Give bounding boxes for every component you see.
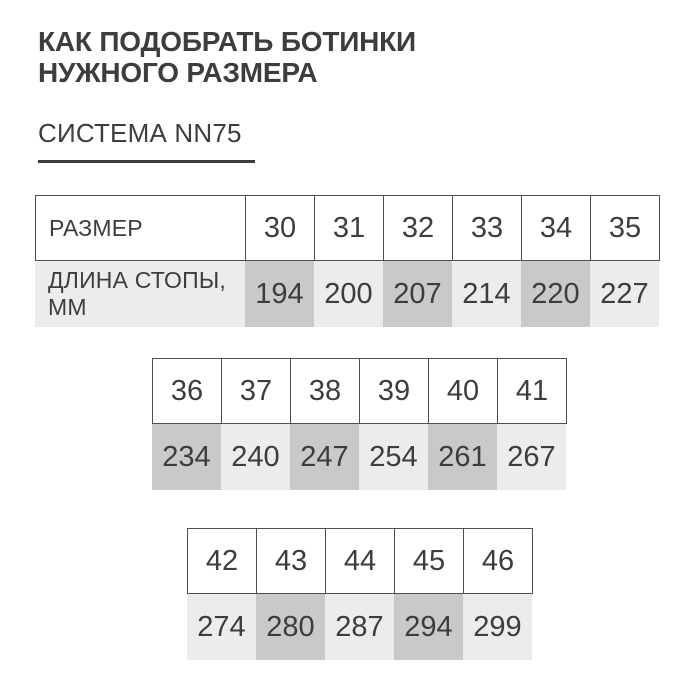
foot-length-cell: 254 <box>359 424 428 490</box>
subtitle-system-nn75: СИСТЕМА NN75 <box>38 118 242 148</box>
size-cell: 37 <box>221 358 291 424</box>
foot-length-cell: 261 <box>428 424 497 490</box>
size-table-36-41 <box>152 358 567 490</box>
page-title-line2: НУЖНОГО РАЗМЕРА <box>38 57 318 88</box>
foot-length-cell: 247 <box>290 424 359 490</box>
size-cell: 30 <box>245 195 315 261</box>
subtitle-underline <box>38 160 255 163</box>
size-cell: 41 <box>497 358 567 424</box>
size-header-row <box>35 195 660 261</box>
size-cell: 34 <box>521 195 591 261</box>
foot-length-cell: 214 <box>452 261 521 327</box>
page-title <box>38 26 416 88</box>
foot-length-cell: 267 <box>497 424 566 490</box>
foot-length-cell: 294 <box>394 594 463 660</box>
foot-length-cell: 287 <box>325 594 394 660</box>
foot-length-cell: 200 <box>314 261 383 327</box>
size-cell: 35 <box>590 195 660 261</box>
size-cell: 32 <box>383 195 453 261</box>
size-header-row <box>187 528 533 594</box>
size-table-30-35 <box>35 195 660 327</box>
foot-length-row <box>152 424 567 490</box>
foot-length-row-label: ДЛИНА СТОПЫ, ММ <box>35 261 245 327</box>
foot-length-cell: 234 <box>152 424 221 490</box>
size-cell: 42 <box>187 528 257 594</box>
foot-length-cell: 194 <box>245 261 314 327</box>
foot-length-cell: 240 <box>221 424 290 490</box>
size-cell: 43 <box>256 528 326 594</box>
page-title-line1: КАК ПОДОБРАТЬ БОТИНКИ <box>38 26 416 57</box>
foot-length-cell: 274 <box>187 594 256 660</box>
size-cell: 38 <box>290 358 360 424</box>
foot-length-row <box>187 594 533 660</box>
foot-length-cell: 227 <box>590 261 659 327</box>
size-cell: 33 <box>452 195 522 261</box>
size-header-row <box>152 358 567 424</box>
size-cell: 46 <box>463 528 533 594</box>
foot-length-cell: 220 <box>521 261 590 327</box>
size-row-label: РАЗМЕР <box>35 195 246 261</box>
size-cell: 40 <box>428 358 498 424</box>
size-cell: 44 <box>325 528 395 594</box>
size-cell: 39 <box>359 358 429 424</box>
size-cell: 31 <box>314 195 384 261</box>
size-cell: 45 <box>394 528 464 594</box>
foot-length-cell: 299 <box>463 594 532 660</box>
size-cell: 36 <box>152 358 222 424</box>
foot-length-cell: 280 <box>256 594 325 660</box>
foot-length-row <box>35 261 660 327</box>
foot-length-cell: 207 <box>383 261 452 327</box>
size-table-42-46 <box>187 528 533 660</box>
